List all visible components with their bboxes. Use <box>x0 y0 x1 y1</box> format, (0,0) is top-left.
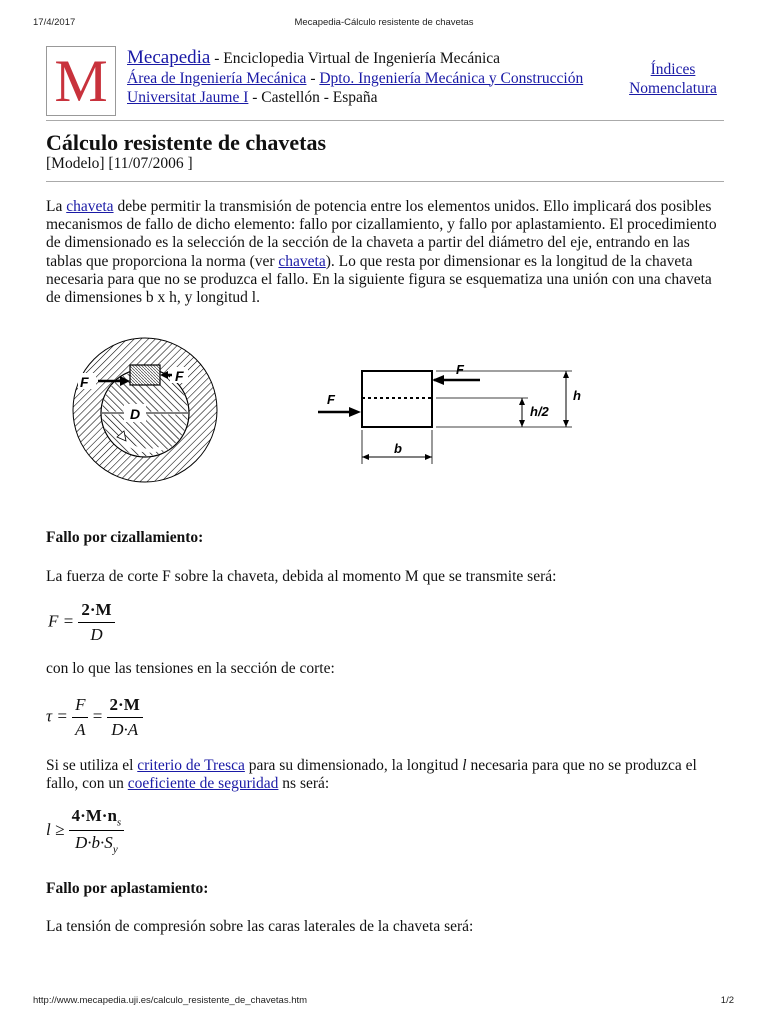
area-link[interactable]: Área de Ingeniería Mecánica <box>127 69 307 87</box>
height-label: h <box>573 388 581 403</box>
left-force-label: F <box>80 374 89 390</box>
safety-factor-link[interactable]: coeficiente de seguridad <box>127 775 279 793</box>
nomenclatura-link[interactable]: Nomenclatura <box>629 80 717 97</box>
crushing-failure-heading: Fallo por aplastamiento: <box>46 880 209 897</box>
logo-letter: M <box>54 48 108 114</box>
diameter-label: D <box>130 406 141 422</box>
indices-link[interactable]: Índices <box>650 61 696 78</box>
right-force-label: F <box>175 368 184 384</box>
mecapedia-logo[interactable] <box>46 46 116 116</box>
tresca-paragraph: Si se utiliza el criterio de Tresca para su dimensionado, la longitud l necesaria para que no se produzca el fallo, con un coeficiente de seguridad ns será: <box>46 757 697 793</box>
title-divider <box>46 181 724 182</box>
key-section <box>130 365 160 385</box>
page-title: Cálculo resistente de chavetas <box>46 130 327 155</box>
bottom-force-label: F <box>327 392 335 407</box>
location-text: - Castellón - España <box>248 89 378 106</box>
header-dash: - <box>210 50 224 67</box>
key-dimensions-figure <box>310 360 600 470</box>
tresca-link[interactable]: criterio de Tresca <box>137 757 245 774</box>
print-title: Mecapedia-Cálculo resistente de chavetas <box>294 17 474 28</box>
intro-paragraph: La chaveta debe permitir la transmisión de potencia entre los elementos unidos. Ello implicará dos posibles mecanismos de fallo de dicho elemento: fallo por cizallamiento, y fallo por aplastamiento. El procedimiento de dimensionado es la selección de la sección de la chaveta a partir del diámetro del eje, entrando en las tablas que proporciona la norma (ver chaveta). Lo que resta por dimensionar es la longitud de la chaveta necesaria para que no se produzca el fallo. En la siguiente figura se esquematiza una unión con una chaveta de dimensiones b x h, y longitud l. <box>46 198 717 307</box>
chaveta-link-2[interactable]: chaveta <box>278 252 326 270</box>
formula-force: F = $\frac{2\cdot M}{D}$ <box>48 600 115 645</box>
print-page-number: 1/2 <box>720 995 734 1006</box>
side-nav <box>622 60 724 98</box>
university-link[interactable]: Universitat Jaume I <box>127 89 249 106</box>
width-label: b <box>394 441 402 456</box>
mecapedia-link[interactable]: Mecapedia <box>127 47 211 68</box>
print-url: http://www.mecapedia.uji.es/calculo_resistente_de_chavetas.htm <box>33 995 308 1006</box>
top-force-label: F <box>456 362 464 377</box>
shear-force-text: La fuerza de corte F sobre la chaveta, debida al momento M que se transmite será: <box>46 568 557 585</box>
compression-text: La tensión de compresión sobre las caras laterales de la chaveta será: <box>46 918 474 935</box>
formula-length: l ≥ $\frac{4\cdot M\cdot n_s}{D\cdot b\cdot S_y}$ <box>46 806 124 856</box>
half-height-label: h/2 <box>530 404 549 419</box>
key-rectangle <box>362 371 432 427</box>
site-header: Mecapedia - Enciclopedia Virtual de Ingeniería Mecánica Área de Ingeniería Mecánica - Dpto. Ingeniería Mecánica y Construcción Universitat Jaume I - Castellón - España <box>127 47 584 106</box>
shear-stress-text: con lo que las tensiones en la sección de corte: <box>46 660 335 677</box>
page-meta: [Modelo] [11/07/2006 ] <box>46 155 193 172</box>
shear-failure-heading: Fallo por cizallamiento: <box>46 529 204 546</box>
chaveta-link[interactable]: chaveta <box>66 198 114 215</box>
site-tagline: Enciclopedia Virtual de Ingeniería Mecánica <box>223 50 501 67</box>
dept-link[interactable]: Dpto. Ingeniería Mecánica y Construcción <box>319 69 584 87</box>
shaft-section-figure <box>60 335 230 485</box>
header-divider <box>46 120 724 121</box>
print-date: 17/4/2017 <box>33 17 76 28</box>
formula-stress: τ = $\frac{F}{A}$ = $\frac{2\cdot M}{D\cdot A}$ <box>46 695 143 740</box>
